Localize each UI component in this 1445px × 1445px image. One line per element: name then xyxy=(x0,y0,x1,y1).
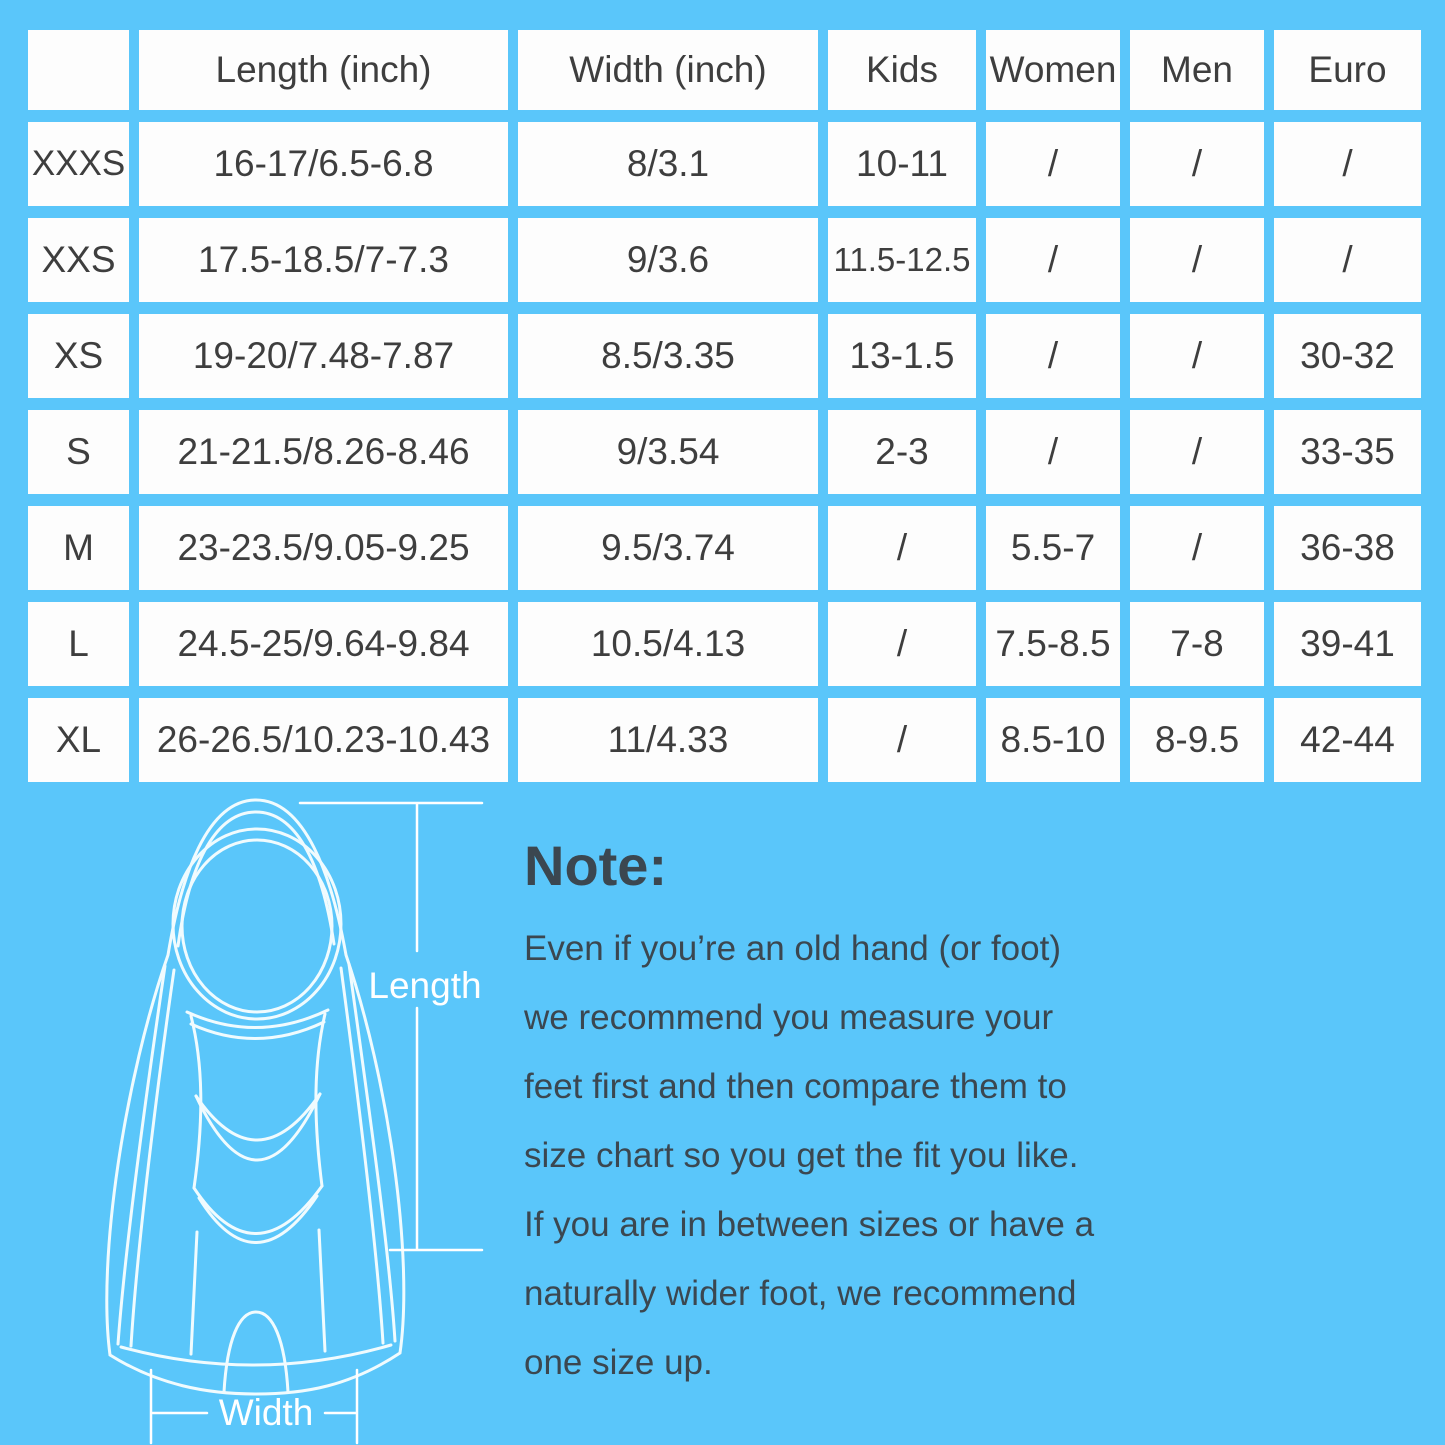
table-cell-euro: / xyxy=(1274,218,1421,302)
size-label: L xyxy=(28,602,129,686)
note-line: Even if you’re an old hand (or foot) xyxy=(524,929,1061,968)
size-label: XXXS xyxy=(28,122,129,206)
note-section xyxy=(524,830,1104,1397)
note-line: one size up. xyxy=(524,1343,713,1382)
column-header-width: Width (inch) xyxy=(518,30,818,110)
table-cell-width: 9/3.54 xyxy=(518,410,818,494)
table-cell-women: / xyxy=(986,218,1120,302)
table-cell-kids: / xyxy=(828,506,976,590)
table-cell-men: / xyxy=(1130,218,1264,302)
table-cell-euro: 33-35 xyxy=(1274,410,1421,494)
fin-inner-dome xyxy=(178,812,334,946)
column-header-men: Men xyxy=(1130,30,1264,110)
size-chart-table xyxy=(28,30,1421,782)
table-cell-euro: 39-41 xyxy=(1274,602,1421,686)
table-cell-kids: / xyxy=(828,602,976,686)
table-cell-kids: 2-3 xyxy=(828,410,976,494)
table-cell-width: 8.5/3.35 xyxy=(518,314,818,398)
table-cell-kids: 13-1.5 xyxy=(828,314,976,398)
table-cell-width: 11/4.33 xyxy=(518,698,818,782)
note-line: we recommend you measure your xyxy=(524,998,1054,1037)
table-cell-women: / xyxy=(986,122,1120,206)
table-cell-euro: 36-38 xyxy=(1274,506,1421,590)
table-cell-length: 16-17/6.5-6.8 xyxy=(139,122,508,206)
column-header-blank xyxy=(28,30,129,110)
fin-diagram xyxy=(85,788,485,1445)
table-cell-width: 9.5/3.74 xyxy=(518,506,818,590)
fin-heel-arch xyxy=(224,1312,288,1392)
table-cell-euro: / xyxy=(1274,122,1421,206)
fin-foot-opening xyxy=(173,829,341,1019)
size-label: M xyxy=(28,506,129,590)
fin-rail-right-inner xyxy=(341,968,383,1343)
table-cell-women: 7.5-8.5 xyxy=(986,602,1120,686)
table-cell-men: / xyxy=(1130,410,1264,494)
fin-foot-opening-inner xyxy=(182,840,332,1012)
table-cell-length: 23-23.5/9.05-9.25 xyxy=(139,506,508,590)
column-header-women: Women xyxy=(986,30,1120,110)
table-cell-men: / xyxy=(1130,314,1264,398)
size-label: XXS xyxy=(28,218,129,302)
note-line: If you are in between sizes or have a xyxy=(524,1205,1095,1244)
size-label: XL xyxy=(28,698,129,782)
table-cell-width: 8/3.1 xyxy=(518,122,818,206)
table-cell-width: 10.5/4.13 xyxy=(518,602,818,686)
note-line: naturally wider foot, we recommend xyxy=(524,1274,1077,1313)
table-cell-men: / xyxy=(1130,122,1264,206)
size-label: S xyxy=(28,410,129,494)
fin-rail-right xyxy=(349,964,395,1341)
note-line: size chart so you get the fit you like. xyxy=(524,1136,1079,1175)
table-cell-kids: / xyxy=(828,698,976,782)
column-header-kids: Kids xyxy=(828,30,976,110)
note-title: Note: xyxy=(524,834,668,897)
table-cell-women: / xyxy=(986,410,1120,494)
table-cell-euro: 42-44 xyxy=(1274,698,1421,782)
table-cell-length: 24.5-25/9.64-9.84 xyxy=(139,602,508,686)
table-cell-men: / xyxy=(1130,506,1264,590)
table-cell-length: 21-21.5/8.26-8.46 xyxy=(139,410,508,494)
table-cell-length: 26-26.5/10.23-10.43 xyxy=(139,698,508,782)
column-header-length: Length (inch) xyxy=(139,30,508,110)
note-line: feet first and then compare them to xyxy=(524,1067,1067,1106)
table-cell-length: 19-20/7.48-7.87 xyxy=(139,314,508,398)
size-label: XS xyxy=(28,314,129,398)
length-dimension-label: Length xyxy=(368,965,482,1006)
table-cell-women: 8.5-10 xyxy=(986,698,1120,782)
table-cell-men: 8-9.5 xyxy=(1130,698,1264,782)
column-header-euro: Euro xyxy=(1274,30,1421,110)
fin-rail-left xyxy=(118,966,165,1344)
table-cell-men: 7-8 xyxy=(1130,602,1264,686)
table-cell-width: 9/3.6 xyxy=(518,218,818,302)
table-cell-women: / xyxy=(986,314,1120,398)
table-cell-women: 5.5-7 xyxy=(986,506,1120,590)
table-cell-euro: 30-32 xyxy=(1274,314,1421,398)
width-dimension-label: Width xyxy=(218,1392,314,1433)
fin-outline xyxy=(107,800,404,1394)
table-cell-length: 17.5-18.5/7-7.3 xyxy=(139,218,508,302)
table-cell-kids: 10-11 xyxy=(828,122,976,206)
table-cell-kids: 11.5-12.5 xyxy=(828,218,976,302)
